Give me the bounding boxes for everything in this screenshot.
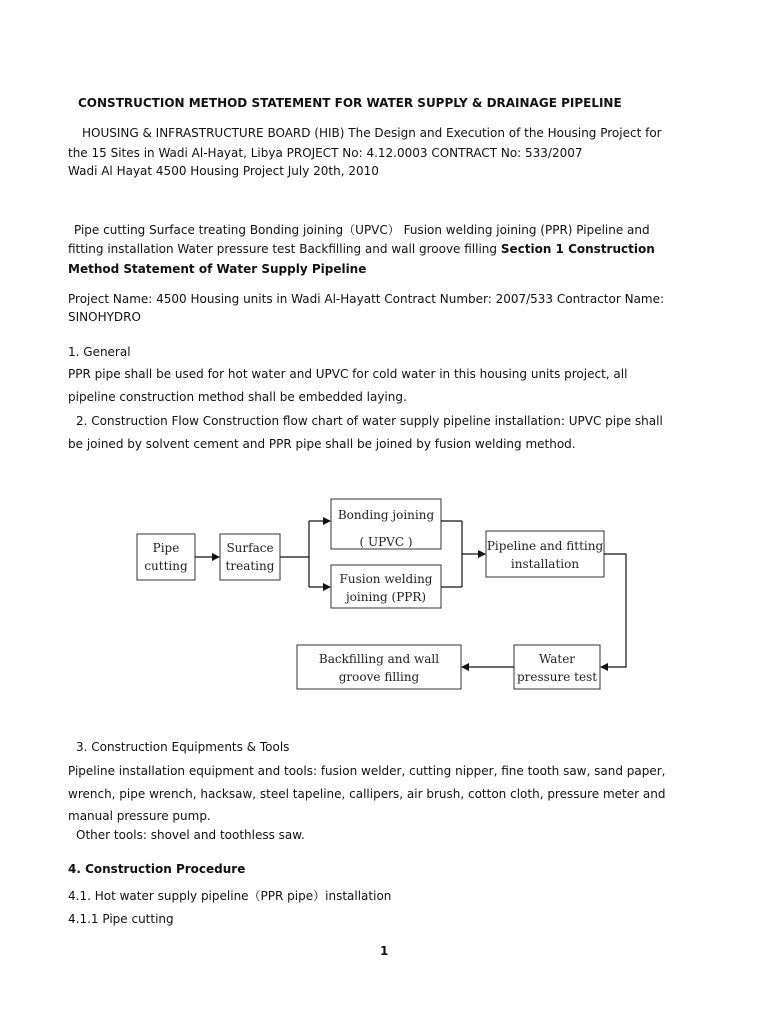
page-number: 1 [380, 944, 389, 958]
surface-treating-label-2: treating [225, 559, 275, 573]
pipeline-fitting-label-1: Pipeline and fitting [486, 539, 604, 553]
bonding-joining-label-1: Bonding joining [337, 508, 435, 522]
section-3-heading: 3. Construction Equipments & Tools [76, 740, 290, 754]
surface-treating-label-1: Surface [226, 541, 274, 555]
backfilling-label-1: Backfilling and wall [318, 652, 440, 666]
section-2-line-2: be joined by solvent cement and PPR pipe shall be joined by fusion welding method. [68, 437, 576, 451]
pipe-cutting-label-2: cutting [144, 559, 188, 573]
section-3-line-2: wrench, pipe wrench, hacksaw, steel tapeline, callipers, air brush, cotton cloth, pressure meter and [68, 787, 666, 801]
fusion-welding-label-1: Fusion welding [339, 572, 433, 586]
bonding-joining-label-2: ( UPVC ) [359, 535, 413, 549]
water-pressure-test-label-1: Water [538, 652, 576, 666]
section-1-general-heading: 1. General [68, 345, 131, 359]
water-pressure-test-label-2: pressure test [516, 670, 598, 684]
document-title: CONSTRUCTION METHOD STATEMENT FOR WATER SUPPLY & DRAINAGE PIPELINE [78, 96, 622, 110]
header-line-1: HOUSING & INFRASTRUCTURE BOARD (HIB) The Design and Execution of the Housing Project for [82, 126, 662, 140]
section-3-line-4: Other tools: shovel and toothless saw. [76, 828, 305, 842]
toc-line-2-text: fitting installation Water pressure test Backfilling and wall groove filling [68, 242, 501, 256]
header-line-2: the 15 Sites in Wadi Al-Hayat, Libya PROJECT No: 4.12.0003 CONTRACT No: 533/2007 [68, 146, 583, 160]
project-line-2: SINOHYDRO [68, 310, 141, 324]
backfilling-label-2: groove filling [338, 670, 420, 684]
section-2-line-1: 2. Construction Flow Construction flow chart of water supply pipeline installation: UPVC pipe shall [76, 414, 663, 428]
arrow-to-water-test [601, 554, 626, 667]
section-4-1-heading: 4.1. Hot water supply pipeline（PPR pipe）installation [68, 889, 392, 903]
fusion-welding-label-2: joining (PPR) [345, 590, 427, 604]
section-1-heading-part1: Section 1 Construction [500, 242, 655, 256]
section-1-line-1: PPR pipe shall be used for hot water and UPVC for cold water in this housing units project, all [68, 367, 628, 381]
header-line-3: Wadi Al Hayat 4500 Housing Project July 20th, 2010 [68, 164, 379, 178]
pipe-cutting-label-1: Pipe [152, 541, 180, 555]
section-3-line-3: manual pressure pump. [68, 809, 211, 823]
toc-line-1: Pipe cutting Surface treating Bonding joining（UPVC） Fusion welding joining (PPR) Pipeline and [74, 223, 650, 237]
section-3-line-1: Pipeline installation equipment and tools: fusion welder, cutting nipper, fine tooth saw, sand paper, [68, 764, 666, 778]
section-4-heading: 4. Construction Procedure [68, 862, 246, 876]
section-1-line-2: pipeline construction method shall be embedded laying. [68, 390, 407, 404]
pipeline-fitting-label-2: installation [510, 557, 580, 571]
section-1-heading-part2: Method Statement of Water Supply Pipeline [68, 262, 367, 276]
project-line-1: Project Name: 4500 Housing units in Wadi Al-Hayatt Contract Number: 2007/533 Contractor Name: [68, 292, 665, 306]
section-4-1-1-heading: 4.1.1 Pipe cutting [68, 912, 174, 926]
